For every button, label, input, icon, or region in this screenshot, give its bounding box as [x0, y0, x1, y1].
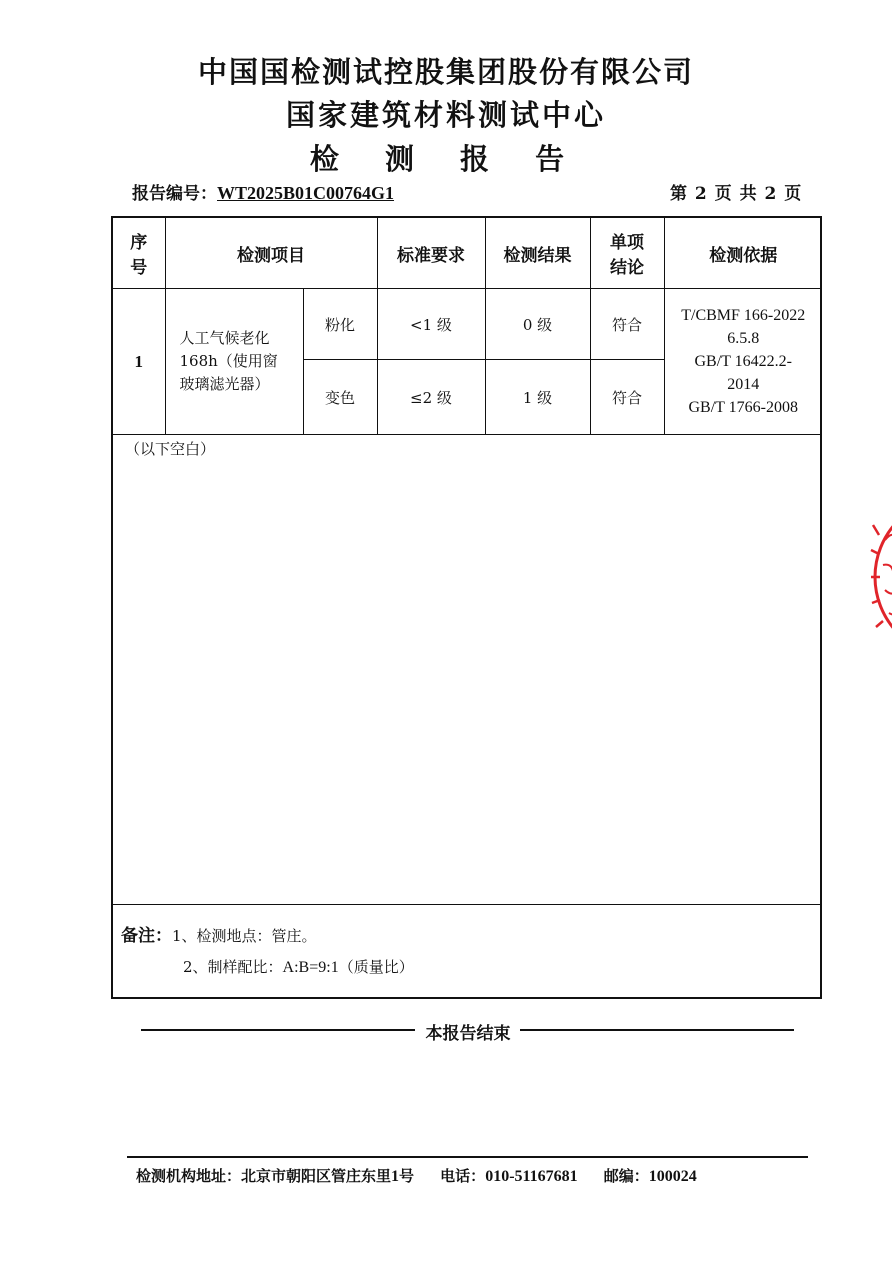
address-label: 检测机构地址：: [136, 1167, 242, 1185]
organization-name: 中国国检测试控股集团股份有限公司: [197, 55, 694, 89]
standard-value: <1 级: [377, 289, 485, 360]
remarks-text-2-prefix: 2、制样配比：: [183, 958, 283, 976]
header-conclusion: 单项 结论: [590, 218, 664, 289]
header-basis: 检测依据: [664, 218, 822, 289]
remarks-label: 备注：: [121, 926, 172, 946]
header-item: 检测项目: [165, 218, 377, 289]
header-seq: 序 号: [113, 218, 165, 289]
row-seq: 1: [113, 289, 165, 435]
report-table-frame: [111, 216, 822, 999]
blank-note: （以下空白）: [125, 440, 216, 458]
sub-item-name: 粉化: [303, 289, 377, 360]
remarks-text-2-suffix: （质量比）: [338, 958, 414, 976]
postcode-label: 邮编：: [603, 1167, 649, 1185]
test-item: 人工气候老化 168h（使用窗 玻璃滤光器）: [165, 289, 303, 435]
test-basis: T/CBMF 166-2022 6.5.8 GB/T 16422.2- 2014 GB/T 1766-2008: [664, 289, 822, 435]
table-row: [113, 289, 822, 360]
page-info: 第 2 页 共 2 页: [670, 184, 803, 204]
header-result: 检测结果: [485, 218, 590, 289]
header-standard: 标准要求: [377, 218, 485, 289]
standard-value: ≤2 级: [377, 360, 485, 435]
footer: [136, 1165, 697, 1186]
postcode: 100024: [648, 1168, 697, 1185]
end-divider-left: [141, 1029, 415, 1031]
sub-item-name: 变色: [303, 360, 377, 435]
report-title: 检 测 报 告: [309, 142, 583, 176]
remarks-line-2: [183, 956, 414, 977]
report-number: [132, 179, 394, 204]
results-table: [113, 218, 822, 435]
address: 北京市朝阳区管庄东里: [241, 1167, 392, 1185]
center-name: 国家建筑材料测试中心: [285, 98, 606, 132]
remarks-text-1: 1、检测地点：管庄。: [172, 927, 317, 945]
red-seal-stamp: [845, 495, 892, 660]
address-suffix: 号: [399, 1167, 415, 1185]
report-number-value: WT2025B01C00764G1: [217, 183, 395, 203]
footer-divider: [127, 1156, 808, 1158]
remarks-line-1: [121, 921, 317, 946]
result-value: 1 级: [485, 360, 590, 435]
remarks-divider: [113, 904, 820, 905]
conclusion-value: 符合: [590, 360, 664, 435]
report-number-label: 报告编号：: [132, 184, 217, 204]
end-divider-right: [520, 1029, 794, 1031]
phone-label: 电话：: [440, 1167, 486, 1185]
remarks-ratio: A:B=9:1: [282, 959, 339, 976]
phone-number: 010-51167681: [485, 1168, 578, 1185]
conclusion-value: 符合: [590, 289, 664, 360]
address-number: 1: [391, 1168, 400, 1185]
report-end-text: 本报告结束: [425, 1024, 511, 1044]
result-value: 0 级: [485, 289, 590, 360]
